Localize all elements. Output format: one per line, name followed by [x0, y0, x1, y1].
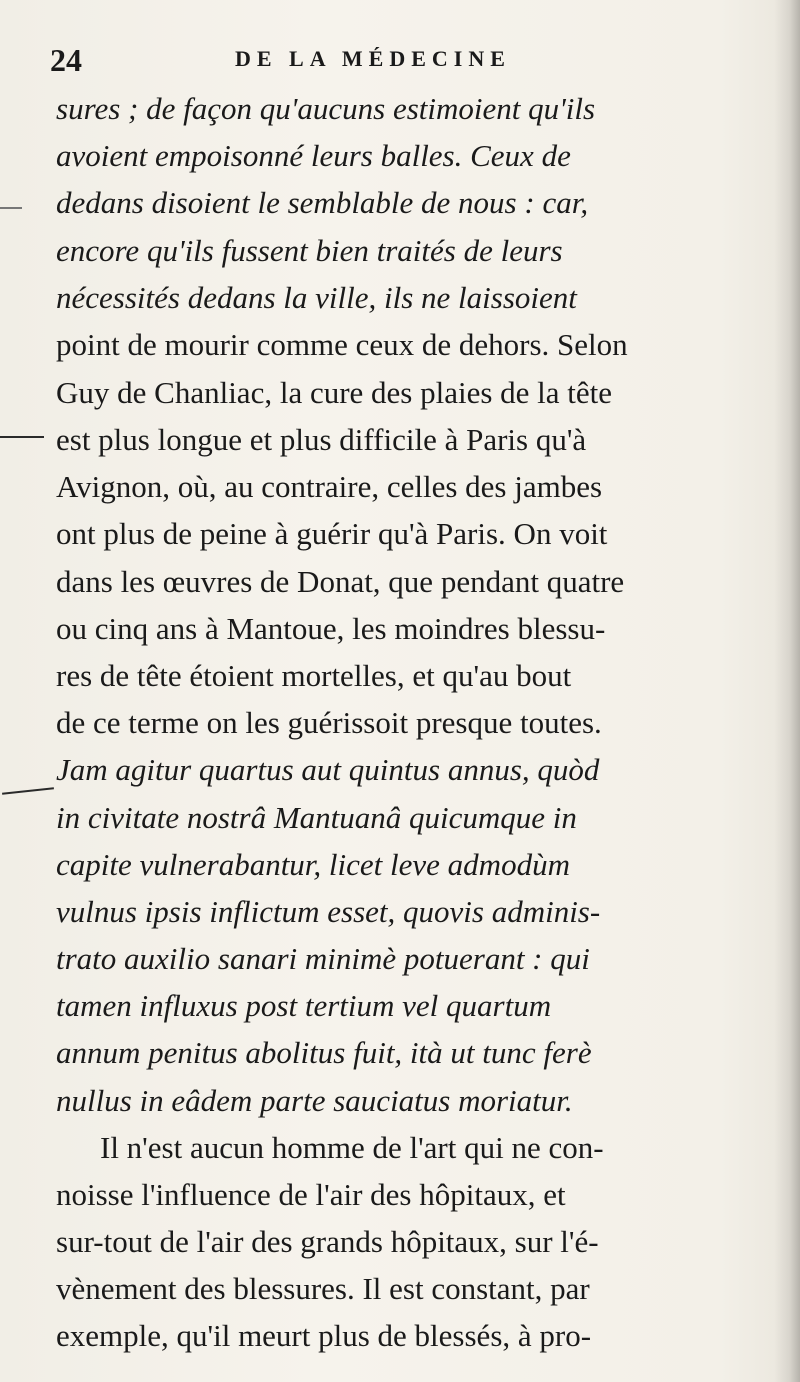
text-line: noisse l'influence de l'air des hôpitaux, et	[56, 1177, 566, 1212]
text-line: tamen influxus post tertium vel quartum	[56, 988, 552, 1023]
margin-mark	[0, 436, 44, 438]
text-line: vulnus ipsis inflictum esset, quovis adminis-	[56, 894, 601, 929]
text-line: sures ; de façon qu'aucuns estimoient qu'ils	[56, 91, 596, 126]
text-line: de ce terme on les guérissoit presque toutes.	[56, 705, 602, 740]
text-line: nécessités dedans la ville, ils ne laissoient	[56, 280, 577, 315]
text-line: dedans disoient le semblable de nous : car,	[56, 185, 589, 220]
page-number: 24	[50, 42, 82, 78]
text-line: Jam agitur quartus aut quintus annus, quòd	[56, 752, 600, 787]
text-line: res de tête étoient mortelles, et qu'au bout	[56, 658, 572, 693]
text-line: vènement des blessures. Il est constant, par	[56, 1271, 590, 1306]
text-line: capite vulnerabantur, licet leve admodùm	[56, 847, 570, 882]
text-line: Avignon, où, au contraire, celles des jambes	[56, 469, 603, 504]
text-line: point de mourir comme ceux de dehors. Selon	[56, 327, 628, 362]
text-line: encore qu'ils fussent bien traités de leurs	[56, 233, 563, 268]
text-line: Il n'est aucun homme de l'art qui ne con-	[100, 1130, 604, 1165]
text-line: ou cinq ans à Mantoue, les moindres blessu-	[56, 611, 606, 646]
margin-mark	[0, 207, 22, 209]
text-line: avoient empoisonné leurs balles. Ceux de	[56, 138, 571, 173]
text-line: est plus longue et plus difficile à Paris qu'à	[56, 422, 587, 457]
text-line: trato auxilio sanari minimè potuerant : qui	[56, 941, 590, 976]
page-header	[50, 42, 770, 82]
text-line: exemple, qu'il meurt plus de blessés, à pro-	[56, 1318, 592, 1353]
text-line: sur-tout de l'air des grands hôpitaux, sur l'é-	[56, 1224, 599, 1259]
text-line: ont plus de peine à guérir qu'à Paris. On voit	[56, 516, 608, 551]
text-line: nullus in eâdem parte sauciatus moriatur.	[56, 1083, 573, 1118]
running-head: DE LA MÉDECINE	[235, 46, 511, 71]
margin-mark	[2, 787, 54, 794]
text-line: in civitate nostrâ Mantuanâ quicumque in	[56, 800, 577, 835]
text-line: annum penitus abolitus fuit, ità ut tunc ferè	[56, 1035, 592, 1070]
page-edge-shadow	[774, 0, 800, 1382]
text-line: dans les œuvres de Donat, que pendant quatre	[56, 564, 625, 599]
text-line: Guy de Chanliac, la cure des plaies de la tête	[56, 375, 613, 410]
